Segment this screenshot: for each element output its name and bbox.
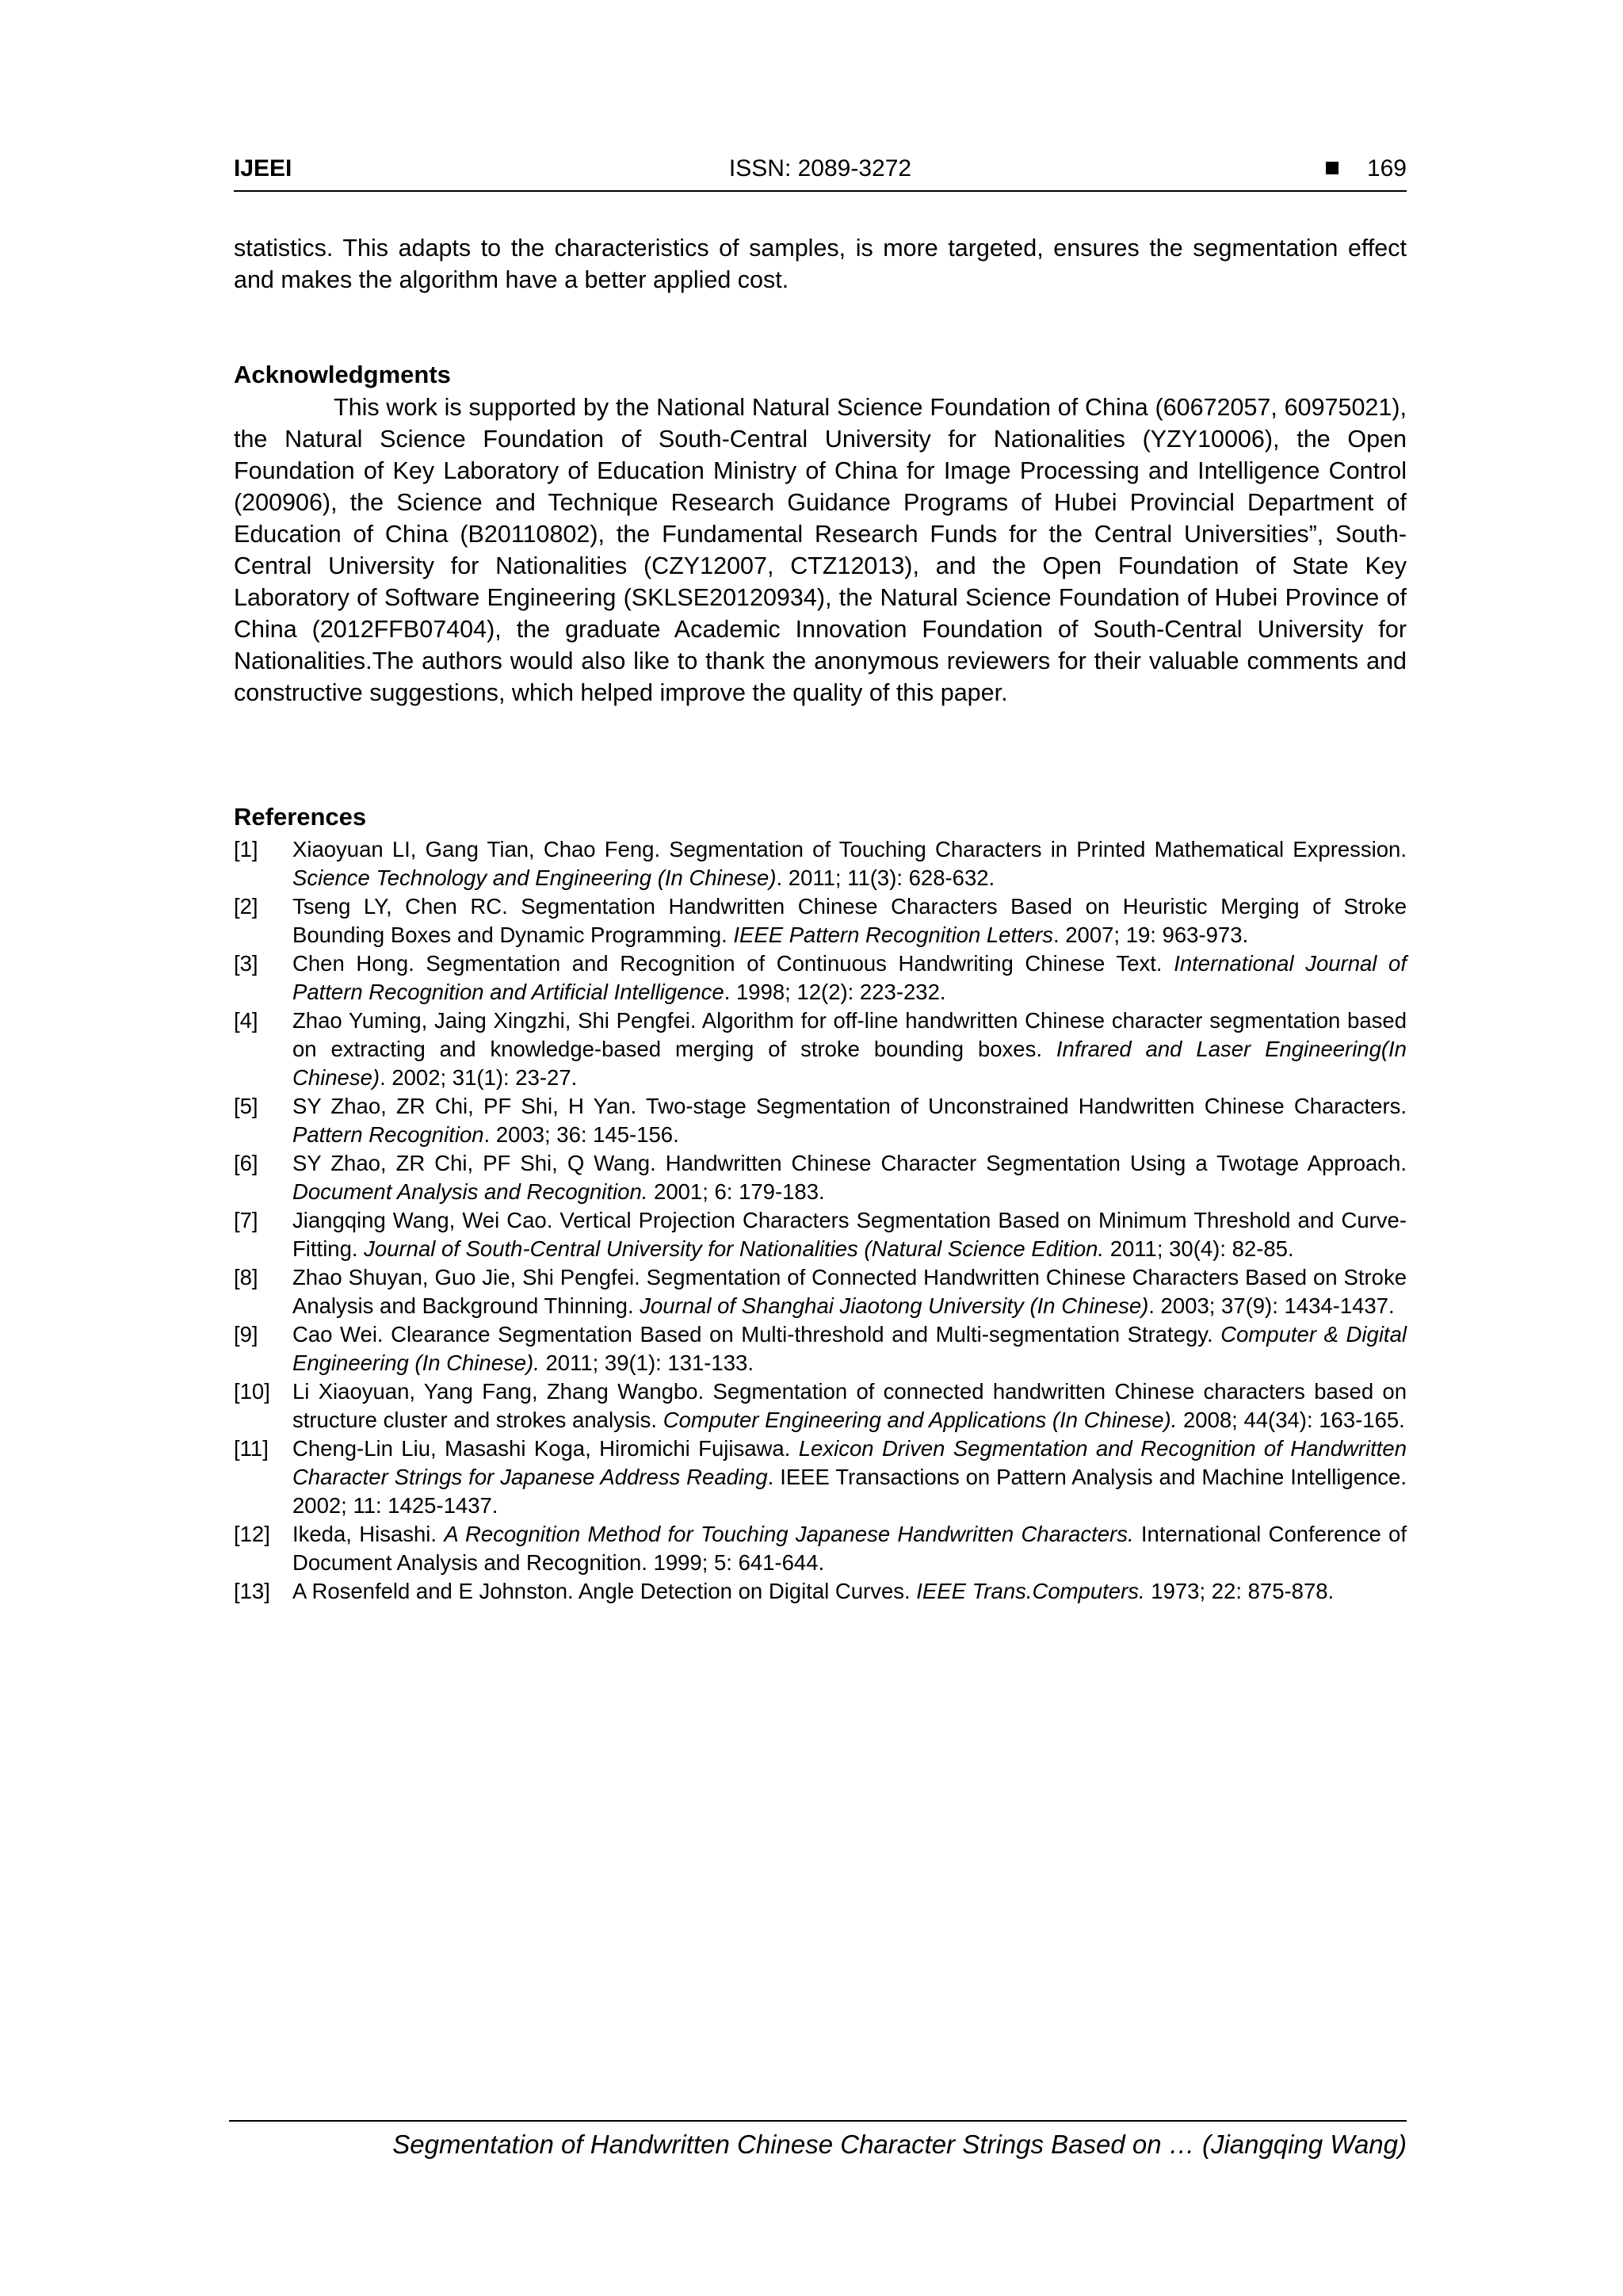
reference-item [234, 1320, 1407, 1377]
reference-details: . 2007; 19: 963-973. [1052, 923, 1249, 947]
reference-source: Science Technology and Engineering (In Chinese) [292, 865, 777, 890]
reference-text: SY Zhao, ZR Chi, PF Shi, H Yan. Two-stage Segmentation of Unconstrained Handwritten Chinese Characters. [292, 1094, 1407, 1118]
reference-text: Cao Wei. Clearance Segmentation Based on Multi-threshold and Multi-segmentation Strategy. [292, 1322, 1221, 1347]
reference-number: [6] [234, 1151, 258, 1175]
reference-text: Zhao Shuyan, Guo Jie, Shi Pengfei. Segmentation of Connected Handwritten Chinese Characters Based on Stroke Analysis and Background Thinning. [292, 1265, 1407, 1318]
reference-item [234, 1149, 1407, 1206]
reference-number: [11] [234, 1436, 269, 1461]
reference-item [234, 1520, 1407, 1577]
reference-text: Zhao Yuming, Jaing Xingzhi, Shi Pengfei. Algorithm for off-line handwritten Chinese character segmentation based on extracting and knowledge-based merging of stroke bounding boxes. [292, 1008, 1407, 1061]
reference-text: Tseng LY, Chen RC. Segmentation Handwritten Chinese Characters Based on Heuristic Merging of Stroke Bounding Boxes and Dynamic Programming. [292, 894, 1407, 947]
reference-number: [9] [234, 1322, 258, 1347]
reference-source: Computer & Digital Engineering (In Chinese). [292, 1322, 1407, 1375]
references-heading: References [234, 803, 367, 831]
reference-details: . 1998; 12(2): 223-232. [724, 980, 946, 1004]
reference-details: 1973; 22: 875-878. [1144, 1579, 1335, 1603]
reference-item [234, 1377, 1407, 1435]
reference-item [234, 1263, 1407, 1320]
reference-source: Journal of Shanghai Jiaotong University (In Chinese) [640, 1293, 1149, 1318]
reference-number: [10] [234, 1379, 270, 1404]
reference-details: . IEEE Transactions on Pattern Analysis and Machine Intelligence. 2002; 11: 1425-1437. [292, 1465, 1407, 1518]
reference-details: . 2002; 31(1): 23-27. [380, 1065, 578, 1090]
reference-number: [12] [234, 1522, 270, 1546]
reference-source: A Recognition Method for Touching Japanese Handwritten Characters. [444, 1522, 1134, 1546]
reference-source: Computer Engineering and Applications (In Chinese). [663, 1408, 1178, 1432]
reference-number: [13] [234, 1579, 270, 1603]
reference-item [234, 1435, 1407, 1520]
reference-text: Li Xiaoyuan, Yang Fang, Zhang Wangbo. Segmentation of connected handwritten Chinese characters based on structure cluster and strokes analysis. [292, 1379, 1407, 1432]
reference-item [234, 1577, 1407, 1606]
reference-item [234, 1092, 1407, 1149]
reference-item [234, 892, 1407, 949]
reference-item [234, 1007, 1407, 1092]
reference-number: [2] [234, 894, 258, 919]
reference-item [234, 949, 1407, 1007]
reference-number: [8] [234, 1265, 258, 1289]
reference-item [234, 835, 1407, 892]
journal-name: IJEEI [234, 155, 292, 181]
reference-number: [5] [234, 1094, 258, 1118]
reference-source: IEEE Pattern Recognition Letters [733, 923, 1053, 947]
page-number: 169 [1366, 155, 1407, 181]
reference-text: Cheng-Lin Liu, Masashi Koga, Hiromichi Fujisawa. [292, 1436, 799, 1461]
reference-source: Infrared and Laser Engineering(In Chinese) [292, 1037, 1407, 1090]
reference-text: A Rosenfeld and E Johnston. Angle Detection on Digital Curves. [292, 1579, 917, 1603]
reference-source: Document Analysis and Recognition. [292, 1179, 648, 1204]
reference-text: Xiaoyuan LI, Gang Tian, Chao Feng. Segmentation of Touching Characters in Printed Mathematical Expression. [292, 837, 1407, 861]
reference-source: Pattern Recognition [292, 1122, 484, 1147]
reference-text: Jiangqing Wang, Wei Cao. Vertical Projection Characters Segmentation Based on Minimum Threshold and Curve-Fitting. [292, 1208, 1407, 1261]
page-number-group [1326, 155, 1407, 182]
reference-number: [7] [234, 1208, 258, 1232]
reference-source: IEEE Trans.Computers. [916, 1579, 1145, 1603]
reference-text: Ikeda, Hisashi. [292, 1522, 445, 1546]
acknowledgments-body: This work is supported by the National Natural Science Foundation of China (60672057, 60975021), the Natural Science Foundation of South-Central University for Nationalities (YZY10006), the Open Foundation of Key Laboratory of Education Ministry of China for Image Processing and Intelligence Control (200906), the Science and Technique Research Guidance Programs of Hubei Provincial Department of Education of China (B20110802), the Fundamental Research Funds for the Central Universities”, South-Central University for Nationalities (CZY12007, CTZ12013), and the Open Foundation of State Key Laboratory of Software Engineering (SKLSE20120934), the Natural Science Foundation of Hubei Province of China (2012FFB07404), the graduate Academic Innovation Foundation of South-Central University for Nationalities.The authors would also like to thank the anonymous reviewers for their valuable comments and constructive suggestions, which helped improve the quality of this paper. [234, 394, 1407, 706]
reference-text: Chen Hong. Segmentation and Recognition of Continuous Handwriting Chinese Text. [292, 951, 1174, 976]
acknowledgments-heading: Acknowledgments [234, 361, 451, 388]
reference-source: Journal of South-Central University for Nationalities (Natural Science Edition. [364, 1236, 1105, 1261]
reference-item [234, 1206, 1407, 1263]
issn: ISSN: 2089-3272 [728, 155, 912, 181]
reference-details: International Conference of Document Analysis and Recognition. 1999; 5: 641-644. [292, 1522, 1407, 1575]
reference-details: . 2003; 37(9): 1434-1437. [1148, 1293, 1395, 1318]
reference-details: 2011; 30(4): 82-85. [1104, 1236, 1294, 1261]
reference-source: Lexicon Driven Segmentation and Recognition of Handwritten Character Strings for Japanese Address Reading [292, 1436, 1407, 1489]
reference-number: [1] [234, 837, 258, 861]
reference-details: . 2003; 36: 145-156. [483, 1122, 679, 1147]
reference-source: International Journal of Pattern Recognition and Artificial Intelligence [292, 951, 1407, 1004]
reference-text: SY Zhao, ZR Chi, PF Shi, Q Wang. Handwritten Chinese Character Segmentation Using a Twotage Approach. [292, 1151, 1407, 1175]
reference-list [234, 835, 1407, 1606]
reference-details: . 2011; 11(3): 628-632. [776, 865, 995, 890]
reference-details: 2011; 39(1): 131-133. [539, 1350, 754, 1375]
intro-paragraph: statistics. This adapts to the characteristics of samples, is more targeted, ensures the segmentation effect and makes the algorithm have a better applied cost. [234, 235, 1407, 293]
page-footer: Segmentation of Handwritten Chinese Character Strings Based on … (Jiangqing Wang) [229, 2120, 1407, 2160]
reference-number: [4] [234, 1008, 258, 1033]
square-bullet-icon [1326, 162, 1338, 174]
page-header [234, 155, 1407, 192]
reference-details: 2008; 44(34): 163-165. [1177, 1408, 1405, 1432]
reference-number: [3] [234, 951, 258, 976]
reference-details: 2001; 6: 179-183. [647, 1179, 825, 1204]
